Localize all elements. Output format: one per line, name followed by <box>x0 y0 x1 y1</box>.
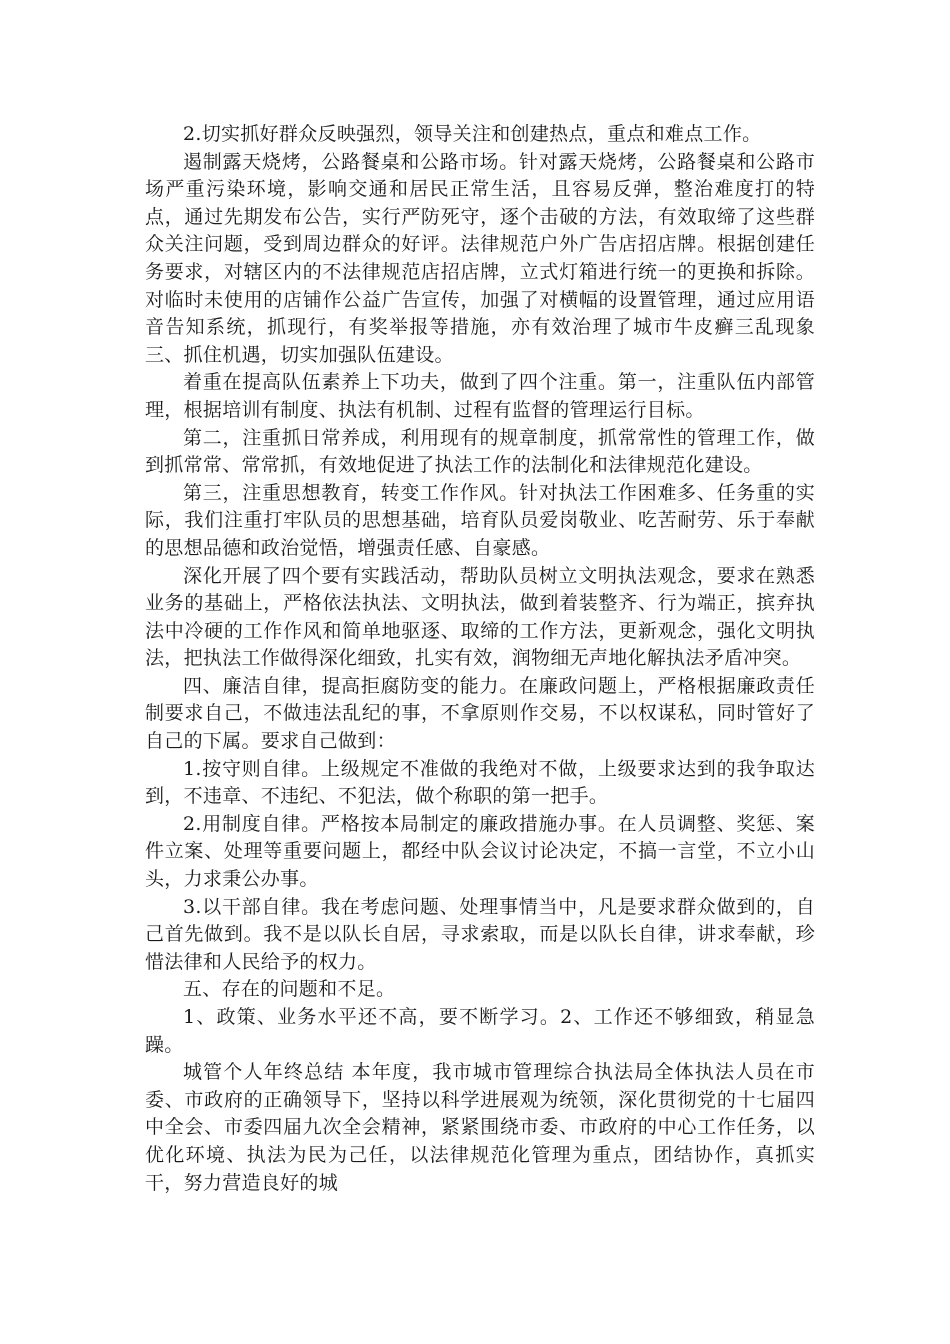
paragraph: 四、廉洁自律，提高拒腐防变的能力。在廉政问题上，严格根据廉政责任制要求自己，不做违法乱纪的事，不拿原则作交易，不以权谋私，同时管好了自己的下属。要求自己做到： <box>145 674 815 753</box>
paragraph: 五、存在的问题和不足。 <box>183 978 396 1001</box>
paragraph: 2.用制度自律。严格按本局制定的廉政措施办事。在人员调整、奖惩、案件立案、处理等重要问题上，都经中队会议讨论决定，不搞一言堂，不立小山头，力求秉公办事。 <box>145 812 815 891</box>
paragraph: 3.以干部自律。我在考虑问题、处理事情当中，凡是要求群众做到的，自己首先做到。我不是以队长自居，寻求索取，而是以队长自律，讲求奉献，珍惜法律和人民给予的权力。 <box>145 895 815 973</box>
paragraph: 2.切实抓好群众反映强烈，领导关注和创建热点，重点和难点工作。 <box>183 123 762 145</box>
paragraph: 深化开展了四个要有实践活动，帮助队员树立文明执法观念，要求在熟悉业务的基础上，严格依法执法、文明执法，做到着装整齐、行为端正，摈弃执法中冷硬的工作作风和简单地驱逐、取缔的工作方法，更新观念，强化文明执法，把执法工作做得深化细致，扎实有效，润物细无声地化解执法矛盾冲突。 <box>145 564 815 670</box>
paragraph: 1、政策、业务水平还不高，要不断学习。2、工作还不够细致，稍显急躁。 <box>145 1006 815 1056</box>
paragraph: 第二，注重抓日常养成，利用现有的规章制度，抓常常性的管理工作，做到抓常常、常常抓，有效地促进了执法工作的法制化和法律规范化建设。 <box>145 426 815 477</box>
paragraph: 第三，注重思想教育，转变工作作风。针对执法工作困难多、任务重的实际，我们注重打牢队员的思想基础，培育队员爱岗敬业、吃苦耐劳、乐于奉献的思想品德和政治觉悟，增强责任感、自豪感。 <box>145 481 815 559</box>
paragraph: 着重在提高队伍素养上下功夫，做到了四个注重。第一，注重队伍内部管理，根据培训有制度、执法有机制、过程有监督的管理运行目标。 <box>145 371 815 421</box>
paragraph: 1.按守则自律。上级规定不准做的我绝对不做，上级要求达到的我争取达到，不违章、不违纪、不犯法，做个称职的第一把手。 <box>145 757 815 808</box>
paragraph: 遏制露天烧烤，公路餐桌和公路市场。针对露天烧烤，公路餐桌和公路市场严重污染环境，影响交通和居民正常生活，且容易反弹，整治难度打的特点，通过先期发布公告，实行严防死守，逐个击破的方法，有效取缔了这些群众关注问题，受到周边群众的好评。法律规范户外广告店招店牌。根据创建任务要求，对辖区内的不法律规范店招店牌，立式灯箱进行统一的更换和拆除。对临时未使用的店铺作公益广告宣传，加强了对横幅的设置管理，通过应用语音告知系统，抓现行，有奖举报等措施，亦有效治理了城市牛皮癣三乱现象 三、抓住机遇，切实加强队伍建设。 <box>145 150 815 366</box>
document-body <box>145 121 815 1197</box>
paragraph: 城管个人年终总结 本年度，我市城市管理综合执法局全体执法人员在市委、市政府的正确领导下，坚持以科学进展观为统领，深化贯彻党的十七届四中全会、市委四届九次全会精神，紧紧围绕市委、市政府的中心工作任务，以优化环境、执法为民为己任，以法律规范化管理为重点，团结协作，真抓实干，努力营造良好的城 <box>145 1061 815 1194</box>
